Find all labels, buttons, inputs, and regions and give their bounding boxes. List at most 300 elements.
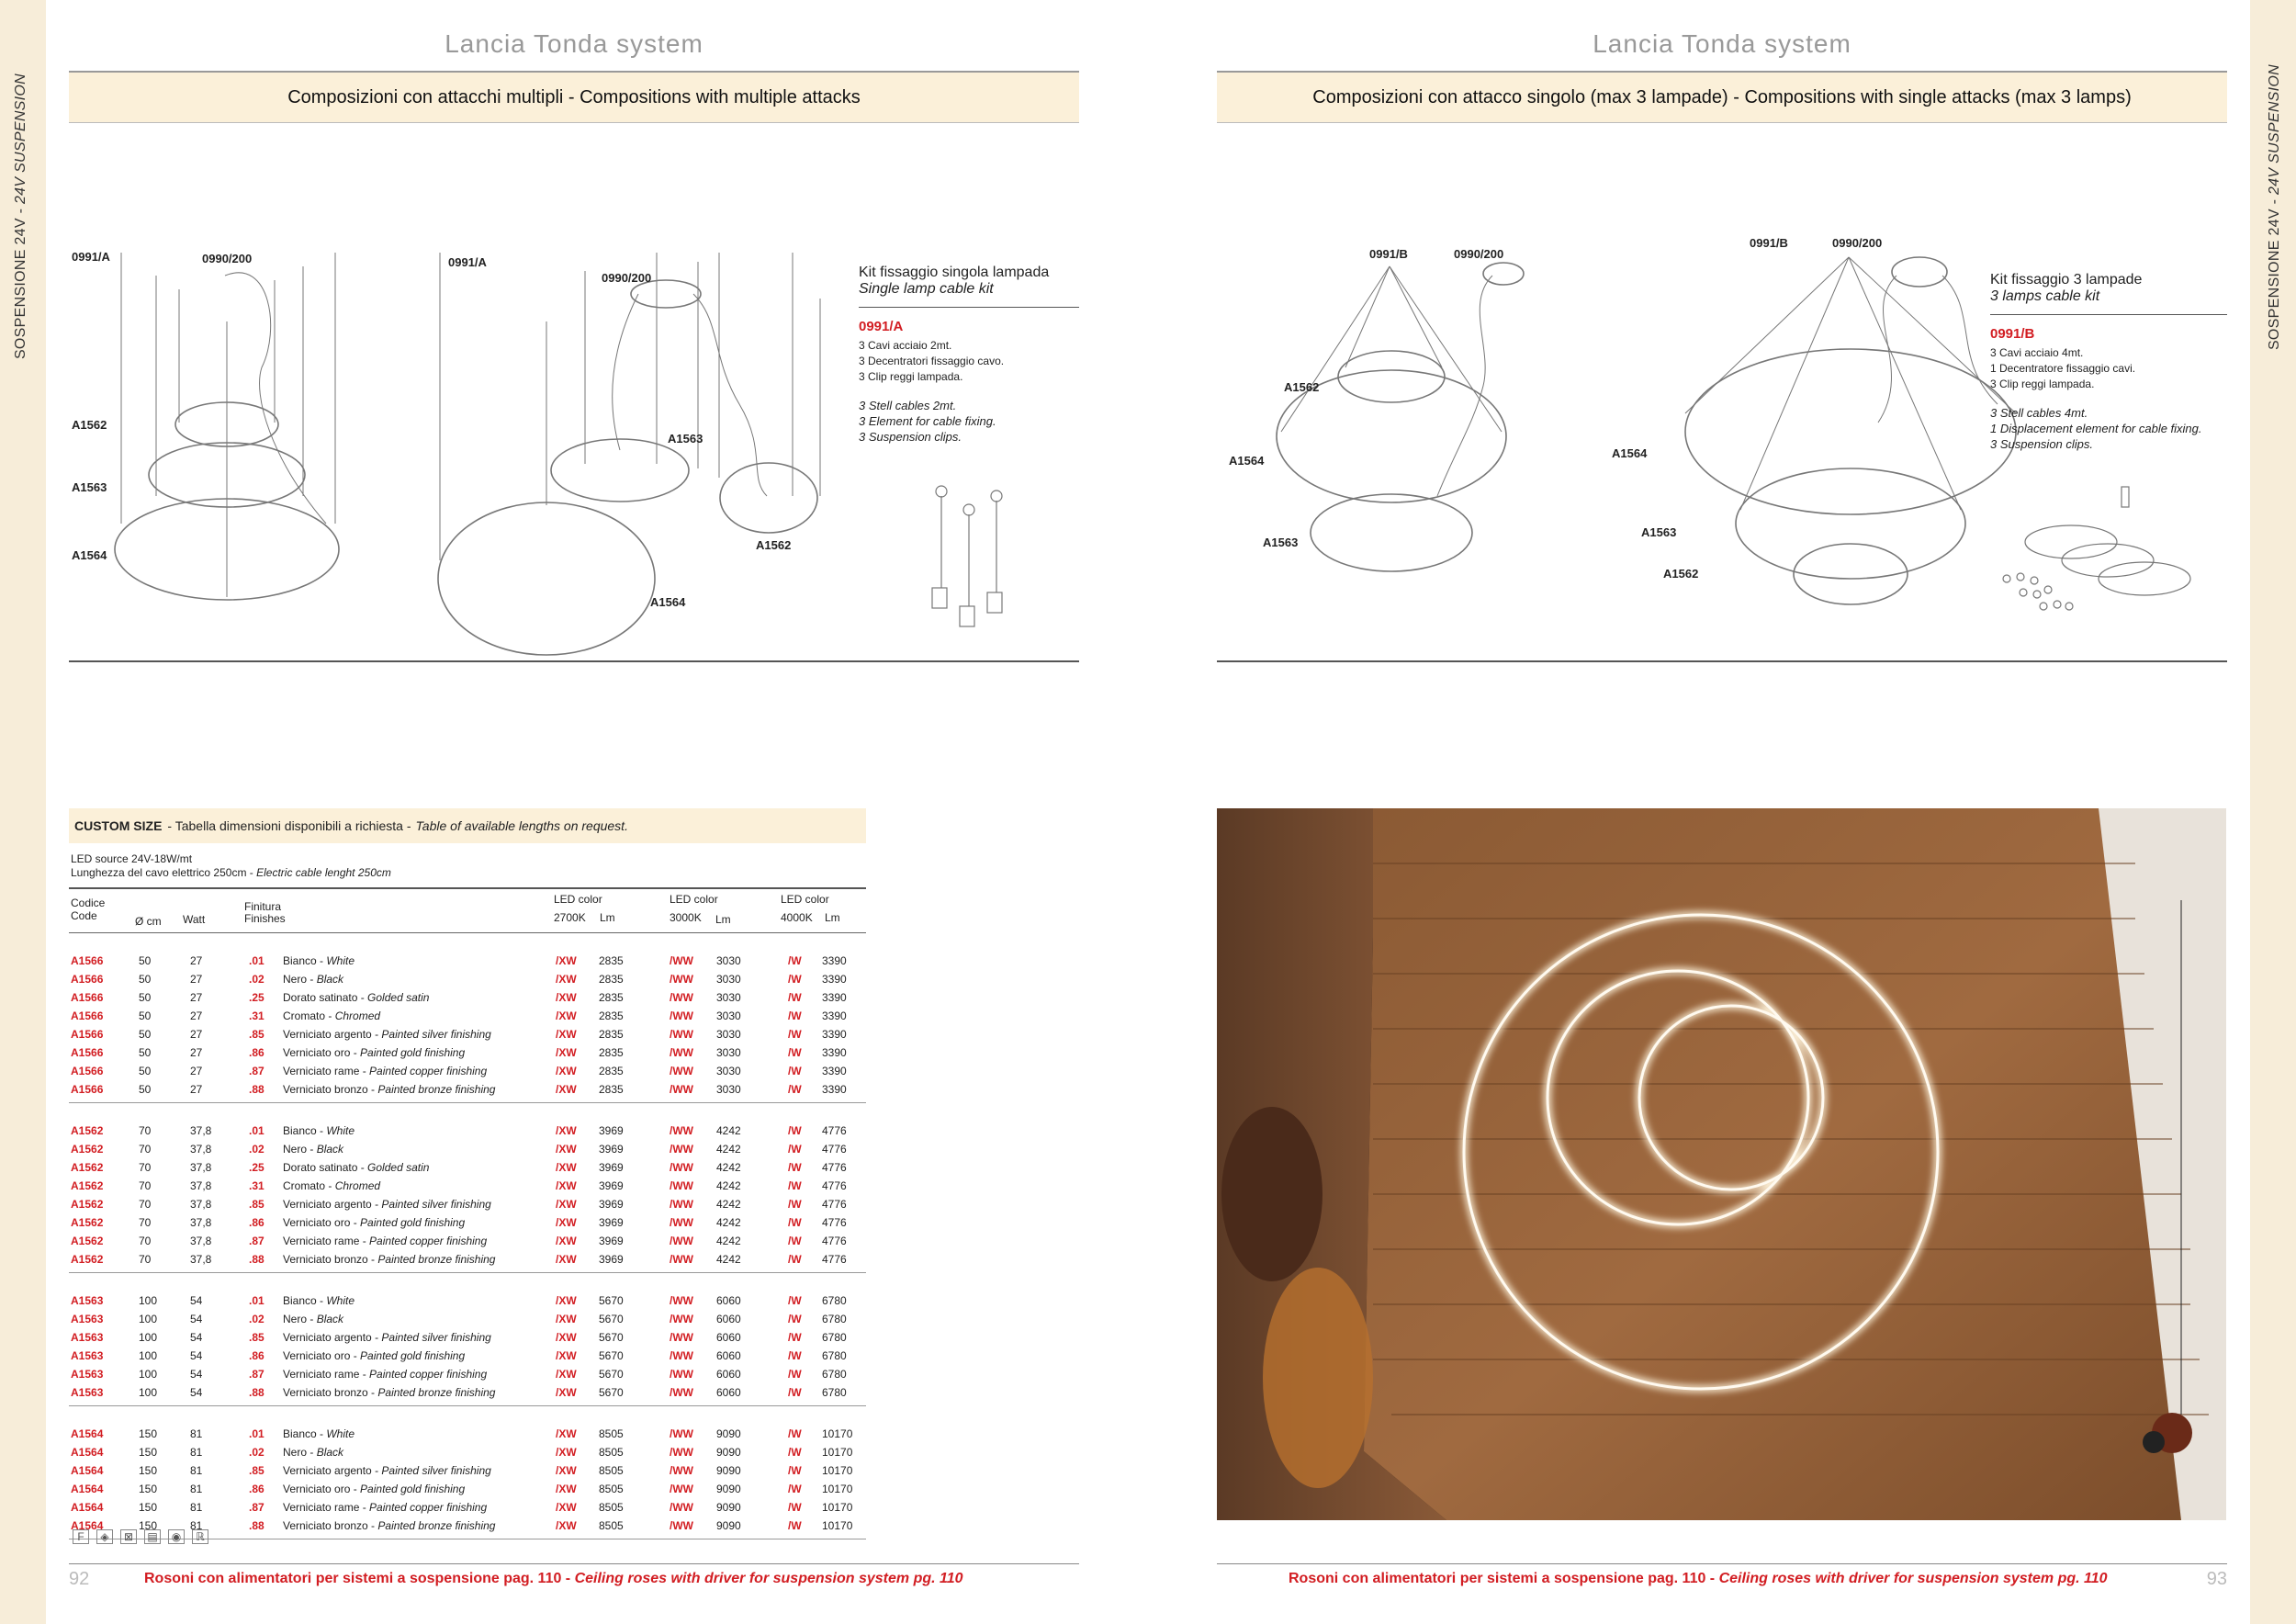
cell-watt: 81 xyxy=(190,1427,203,1440)
th-lm-1: Lm xyxy=(600,911,615,924)
kit-line-en: 3 Element for cable fixing. xyxy=(859,414,996,428)
cell-lm1: 3969 xyxy=(599,1253,624,1266)
table-row xyxy=(69,1310,866,1328)
cell-k3-suffix: /W xyxy=(788,1065,802,1077)
cell-diam: 100 xyxy=(139,1294,158,1307)
cell-k1-suffix: /XW xyxy=(556,1427,577,1440)
finish-en: Painted gold finishing xyxy=(360,1483,466,1495)
kit-0991b xyxy=(1990,272,2227,452)
finish-it: Verniciato argento - xyxy=(283,1198,382,1211)
cell-diam: 100 xyxy=(139,1349,158,1362)
cell-k1-suffix: /XW xyxy=(556,1198,577,1211)
cell-code: A1563 xyxy=(71,1313,104,1325)
cell-k1-suffix: /XW xyxy=(556,1253,577,1266)
cell-k2-suffix: /WW xyxy=(670,1235,693,1247)
cell-diam: 100 xyxy=(139,1313,158,1325)
cell-finish-desc xyxy=(283,1294,355,1307)
cell-lm3: 10170 xyxy=(822,1483,853,1495)
cell-finish-desc xyxy=(283,954,355,967)
cell-k2-suffix: /WW xyxy=(670,991,693,1004)
label-a1562-2: A1562 xyxy=(1663,567,1699,581)
cell-k3-suffix: /W xyxy=(788,1253,802,1266)
cell-watt: 27 xyxy=(190,991,203,1004)
cell-lm3: 10170 xyxy=(822,1519,853,1532)
cell-watt: 37,8 xyxy=(190,1179,212,1192)
label-a1564-1: A1564 xyxy=(1229,454,1265,468)
cell-k3-suffix: /W xyxy=(788,1464,802,1477)
cell-lm1: 2835 xyxy=(599,1009,624,1022)
finish-en: Black xyxy=(316,973,344,986)
cell-watt: 54 xyxy=(190,1368,203,1381)
table-row xyxy=(69,1007,866,1025)
left-sidebar xyxy=(0,0,46,1624)
cell-code: A1564 xyxy=(71,1483,104,1495)
cell-finish-desc xyxy=(283,1083,495,1096)
cell-finish-code: .31 xyxy=(249,1009,264,1022)
cell-k1-suffix: /XW xyxy=(556,991,577,1004)
footnote-en: Ceiling roses with driver for suspension system pg. 110 xyxy=(1718,1571,2108,1586)
kit-line: 3 Cavi acciaio 4mt. xyxy=(1990,346,2084,359)
table-row xyxy=(69,1062,866,1080)
cell-k2-suffix: /WW xyxy=(670,1179,693,1192)
cell-k2-suffix: /WW xyxy=(670,1483,693,1495)
finish-en: Painted silver finishing xyxy=(381,1028,491,1041)
cell-k3-suffix: /W xyxy=(788,1028,802,1041)
cell-k3-suffix: /W xyxy=(788,1501,802,1514)
cell-k1-suffix: /XW xyxy=(556,1009,577,1022)
cell-finish-code: .02 xyxy=(249,1313,264,1325)
cell-lm1: 3969 xyxy=(599,1179,624,1192)
cell-lm2: 6060 xyxy=(716,1386,741,1399)
table-row xyxy=(69,1213,866,1232)
cell-lm3: 4776 xyxy=(822,1253,847,1266)
cell-k3-suffix: /W xyxy=(788,1427,802,1440)
cell-watt: 27 xyxy=(190,1046,203,1059)
finish-it: Dorato satinato - xyxy=(283,991,368,1004)
finish-en: White xyxy=(326,1427,355,1440)
kit-title-en: Single lamp cable kit xyxy=(859,281,1079,308)
table-row xyxy=(69,1177,866,1195)
cell-lm1: 2835 xyxy=(599,1028,624,1041)
cell-code: A1562 xyxy=(71,1124,104,1137)
table-row xyxy=(69,1025,866,1043)
label-0990-2: 0990/200 xyxy=(1832,236,1883,250)
cell-diam: 50 xyxy=(139,1065,152,1077)
cell-lm1: 5670 xyxy=(599,1386,624,1399)
cell-lm3: 4776 xyxy=(822,1198,847,1211)
cell-lm3: 10170 xyxy=(822,1464,853,1477)
cell-finish-desc xyxy=(283,1519,495,1532)
cell-k2-suffix: /WW xyxy=(670,1046,693,1059)
table-row xyxy=(69,1122,866,1140)
cell-lm2: 3030 xyxy=(716,1065,741,1077)
cell-finish-code: .85 xyxy=(249,1028,264,1041)
table-row xyxy=(69,1158,866,1177)
finish-en: Painted silver finishing xyxy=(381,1464,491,1477)
cell-k3-suffix: /W xyxy=(788,1198,802,1211)
cell-diam: 70 xyxy=(139,1216,152,1229)
cell-k2-suffix: /WW xyxy=(670,1009,693,1022)
cell-finish-desc xyxy=(283,1198,491,1211)
cell-k1-suffix: /XW xyxy=(556,1464,577,1477)
footnote-it: Rosoni con alimentatori per sistemi a sospensione pag. 110 - xyxy=(1289,1571,1719,1586)
cell-k3-suffix: /W xyxy=(788,1161,802,1174)
cell-finish-code: .01 xyxy=(249,1427,264,1440)
cell-lm1: 3969 xyxy=(599,1124,624,1137)
cell-k3-suffix: /W xyxy=(788,1083,802,1096)
cell-lm3: 3390 xyxy=(822,954,847,967)
th-lm-2: Lm xyxy=(715,913,731,926)
cell-finish-desc xyxy=(283,1216,465,1229)
finish-en: Painted silver finishing xyxy=(381,1198,491,1211)
finish-en: White xyxy=(326,954,355,967)
cell-k3-suffix: /W xyxy=(788,1519,802,1532)
cell-finish-desc xyxy=(283,1313,343,1325)
cell-lm1: 2835 xyxy=(599,973,624,986)
cell-k3-suffix: /W xyxy=(788,1446,802,1459)
finish-en: White xyxy=(326,1124,355,1137)
page-number: 92 xyxy=(69,1569,90,1589)
kit-0991a xyxy=(859,265,1079,445)
cell-diam: 70 xyxy=(139,1143,152,1156)
cell-lm3: 10170 xyxy=(822,1501,853,1514)
table-row xyxy=(69,1291,866,1310)
cell-k1-suffix: /XW xyxy=(556,1216,577,1229)
system-title: Lancia Tonda system xyxy=(445,29,703,58)
cable-length: Lunghezza del cavo elettrico 250cm - xyxy=(71,866,257,879)
cell-k1-suffix: /XW xyxy=(556,1235,577,1247)
cell-code: A1566 xyxy=(71,1046,104,1059)
cell-k2-suffix: /WW xyxy=(670,1028,693,1041)
finish-en: Chromed xyxy=(334,1179,381,1192)
cell-code: A1563 xyxy=(71,1386,104,1399)
cell-lm1: 5670 xyxy=(599,1368,624,1381)
cell-code: A1566 xyxy=(71,954,104,967)
cell-lm2: 9090 xyxy=(716,1464,741,1477)
cell-diam: 50 xyxy=(139,1009,152,1022)
cell-finish-code: .86 xyxy=(249,1349,264,1362)
cell-lm3: 6780 xyxy=(822,1331,847,1344)
divider xyxy=(1217,660,2227,662)
cell-lm1: 8505 xyxy=(599,1464,624,1477)
cell-finish-desc xyxy=(283,1427,355,1440)
cell-finish-code: .85 xyxy=(249,1464,264,1477)
cell-lm1: 2835 xyxy=(599,1065,624,1077)
finish-it: Dorato satinato - xyxy=(283,1161,368,1174)
cell-diam: 150 xyxy=(139,1446,158,1459)
finish-en: Painted gold finishing xyxy=(360,1046,466,1059)
ip-icon: ▤ xyxy=(144,1529,161,1544)
label-a1562-1: A1562 xyxy=(1284,380,1320,394)
cell-diam: 150 xyxy=(139,1427,158,1440)
cell-finish-code: .02 xyxy=(249,1446,264,1459)
cell-code: A1563 xyxy=(71,1368,104,1381)
cell-k2-suffix: /WW xyxy=(670,973,693,986)
cell-lm2: 3030 xyxy=(716,991,741,1004)
cell-k1-suffix: /XW xyxy=(556,973,577,986)
cell-k2-suffix: /WW xyxy=(670,1446,693,1459)
table-row xyxy=(69,988,866,1007)
cell-lm2: 4242 xyxy=(716,1235,741,1247)
cell-finish-code: .88 xyxy=(249,1083,264,1096)
cell-code: A1566 xyxy=(71,991,104,1004)
cell-code: A1566 xyxy=(71,1028,104,1041)
cell-finish-desc xyxy=(283,1028,491,1041)
cell-lm2: 6060 xyxy=(716,1313,741,1325)
finish-en: Black xyxy=(316,1446,344,1459)
label-a1564-1: A1564 xyxy=(72,548,107,562)
cell-lm3: 3390 xyxy=(822,1009,847,1022)
cell-k3-suffix: /W xyxy=(788,973,802,986)
label-0991a-2: 0991/A xyxy=(448,255,487,269)
cell-k3-suffix: /W xyxy=(788,1313,802,1325)
kit-title: Kit fissaggio 3 lampade xyxy=(1990,272,2143,288)
finish-en: Golded satin xyxy=(367,1161,430,1174)
custom-size-band xyxy=(69,808,866,843)
cell-k3-suffix: /W xyxy=(788,1179,802,1192)
cell-watt: 27 xyxy=(190,1065,203,1077)
label-a1562-1: A1562 xyxy=(72,418,107,432)
cell-lm3: 4776 xyxy=(822,1179,847,1192)
table-row xyxy=(69,1250,866,1269)
led-source-info xyxy=(71,852,391,880)
cell-lm1: 5670 xyxy=(599,1294,624,1307)
cell-lm3: 10170 xyxy=(822,1427,853,1440)
kit-line: 3 Decentratori fissaggio cavo. xyxy=(859,355,1005,367)
cell-watt: 37,8 xyxy=(190,1124,212,1137)
cell-finish-code: .01 xyxy=(249,1294,264,1307)
footnote-it: Rosoni con alimentatori per sistemi a sospensione pag. 110 - xyxy=(144,1571,575,1586)
left-side-label: SOSPENSIONE 24V - 24V SUSPENSION xyxy=(13,73,28,360)
cell-code: A1564 xyxy=(71,1519,104,1532)
cell-k2-suffix: /WW xyxy=(670,1368,693,1381)
cell-watt: 37,8 xyxy=(190,1253,212,1266)
cell-finish-code: .86 xyxy=(249,1216,264,1229)
cell-watt: 27 xyxy=(190,973,203,986)
cell-finish-code: .86 xyxy=(249,1483,264,1495)
cell-diam: 100 xyxy=(139,1368,158,1381)
label-a1563-1: A1563 xyxy=(72,480,107,494)
cell-diam: 70 xyxy=(139,1198,152,1211)
cell-lm1: 5670 xyxy=(599,1349,624,1362)
finish-en: Chromed xyxy=(334,1009,381,1022)
table-row xyxy=(69,1195,866,1213)
table-row xyxy=(69,1480,866,1498)
kit-line-en: 3 Suspension clips. xyxy=(859,430,962,444)
kit-line-en: 3 Stell cables 4mt. xyxy=(1990,406,2088,420)
cell-k3-suffix: /W xyxy=(788,1046,802,1059)
cell-k3-suffix: /W xyxy=(788,1386,802,1399)
page-93 xyxy=(1217,0,2227,1624)
finish-it: Verniciato rame - xyxy=(283,1501,370,1514)
cell-finish-desc xyxy=(283,1161,429,1174)
cell-diam: 70 xyxy=(139,1253,152,1266)
cell-k2-suffix: /WW xyxy=(670,1198,693,1211)
finish-it: Cromato - xyxy=(283,1009,335,1022)
cell-lm1: 8505 xyxy=(599,1519,624,1532)
cell-k1-suffix: /XW xyxy=(556,954,577,967)
cell-code: A1563 xyxy=(71,1294,104,1307)
cell-code: A1562 xyxy=(71,1235,104,1247)
cell-finish-desc xyxy=(283,1386,495,1399)
kit-line: 3 Clip reggi lampada. xyxy=(1990,378,2095,390)
label-0990-1: 0990/200 xyxy=(1454,247,1504,261)
cell-watt: 37,8 xyxy=(190,1216,212,1229)
cell-watt: 54 xyxy=(190,1294,203,1307)
cell-lm3: 4776 xyxy=(822,1216,847,1229)
kit-line-en: 3 Suspension clips. xyxy=(1990,437,2094,451)
cell-lm1: 3969 xyxy=(599,1235,624,1247)
table-group xyxy=(69,1103,866,1273)
table-row xyxy=(69,1425,866,1443)
cell-finish-desc xyxy=(283,1349,465,1362)
table-row xyxy=(69,952,866,970)
cell-lm2: 3030 xyxy=(716,1009,741,1022)
finish-it: Verniciato bronzo - xyxy=(283,1083,378,1096)
no-bin-icon: ⊠ xyxy=(120,1529,137,1544)
section-band: Composizioni con attacco singolo (max 3 lampade) - Compositions with single attacks (max 3 lamps) xyxy=(1217,71,2227,123)
label-0991b-1: 0991/B xyxy=(1369,247,1408,261)
cell-watt: 27 xyxy=(190,954,203,967)
cell-finish-desc xyxy=(283,1331,491,1344)
cell-k1-suffix: /XW xyxy=(556,1046,577,1059)
th-lm-3: Lm xyxy=(825,911,840,924)
cell-k2-suffix: /WW xyxy=(670,1143,693,1156)
finish-it: Verniciato oro - xyxy=(283,1046,361,1059)
dimmer-icon: ℝ xyxy=(192,1529,208,1544)
cell-watt: 37,8 xyxy=(190,1235,212,1247)
cell-code: A1562 xyxy=(71,1161,104,1174)
cell-lm1: 2835 xyxy=(599,991,624,1004)
table-row xyxy=(69,1383,866,1402)
cell-lm1: 2835 xyxy=(599,1046,624,1059)
cell-code: A1562 xyxy=(71,1253,104,1266)
cell-watt: 37,8 xyxy=(190,1198,212,1211)
cell-finish-desc xyxy=(283,991,429,1004)
divider xyxy=(69,660,1079,662)
kit-line: 3 Cavi acciaio 2mt. xyxy=(859,339,952,352)
finish-it: Bianco - xyxy=(283,954,327,967)
table-row xyxy=(69,1043,866,1062)
cell-finish-desc xyxy=(283,1368,487,1381)
cell-lm3: 6780 xyxy=(822,1294,847,1307)
cell-watt: 81 xyxy=(190,1501,203,1514)
cell-k1-suffix: /XW xyxy=(556,1446,577,1459)
led-icon: ◉ xyxy=(168,1529,185,1544)
cell-watt: 54 xyxy=(190,1349,203,1362)
cell-finish-code: .02 xyxy=(249,973,264,986)
label-a1563-2: A1563 xyxy=(1641,525,1677,539)
cell-k3-suffix: /W xyxy=(788,1483,802,1495)
th-led-1: LED color xyxy=(554,893,602,906)
led-source: LED source 24V-18W/mt xyxy=(71,852,193,865)
cell-finish-desc xyxy=(283,1179,380,1192)
th-finitura: Finitura xyxy=(244,900,282,913)
cell-lm2: 4242 xyxy=(716,1143,741,1156)
cell-lm2: 6060 xyxy=(716,1349,741,1362)
cell-diam: 50 xyxy=(139,1083,152,1096)
kit-line: 1 Decentratore fissaggio cavi. xyxy=(1990,362,2136,375)
finish-en: Painted copper finishing xyxy=(369,1065,488,1077)
certification-icons xyxy=(73,1529,208,1544)
finish-en: Painted copper finishing xyxy=(369,1501,488,1514)
cell-lm1: 5670 xyxy=(599,1331,624,1344)
finish-it: Bianco - xyxy=(283,1427,327,1440)
cell-code: A1566 xyxy=(71,1083,104,1096)
cell-k2-suffix: /WW xyxy=(670,1349,693,1362)
cell-lm2: 3030 xyxy=(716,954,741,967)
cell-k1-suffix: /XW xyxy=(556,1501,577,1514)
cell-diam: 150 xyxy=(139,1464,158,1477)
cell-diam: 100 xyxy=(139,1386,158,1399)
cell-finish-desc xyxy=(283,1483,465,1495)
table-row xyxy=(69,970,866,988)
cell-k2-suffix: /WW xyxy=(670,1386,693,1399)
label-a1563-1: A1563 xyxy=(1263,536,1299,549)
table-row xyxy=(69,1080,866,1099)
cell-watt: 27 xyxy=(190,1009,203,1022)
cell-lm3: 6780 xyxy=(822,1386,847,1399)
kit-code: 0991/B xyxy=(1990,326,2035,342)
cell-diam: 150 xyxy=(139,1501,158,1514)
cell-lm1: 8505 xyxy=(599,1427,624,1440)
cell-lm2: 3030 xyxy=(716,973,741,986)
finish-it: Cromato - xyxy=(283,1179,335,1192)
cell-finish-desc xyxy=(283,973,343,986)
cable-length-en: Electric cable lenght 250cm xyxy=(256,866,391,879)
finish-en: Painted bronze finishing xyxy=(377,1253,496,1266)
finish-en: Painted bronze finishing xyxy=(377,1083,496,1096)
cell-code: A1564 xyxy=(71,1446,104,1459)
cell-code: A1564 xyxy=(71,1464,104,1477)
finish-en: Painted copper finishing xyxy=(369,1368,488,1381)
cell-lm2: 6060 xyxy=(716,1331,741,1344)
finish-it: Verniciato argento - xyxy=(283,1028,382,1041)
cell-watt: 54 xyxy=(190,1313,203,1325)
cell-k3-suffix: /W xyxy=(788,1294,802,1307)
cell-lm2: 4242 xyxy=(716,1179,741,1192)
cell-k2-suffix: /WW xyxy=(670,1161,693,1174)
cell-finish-code: .25 xyxy=(249,991,264,1004)
cell-k1-suffix: /XW xyxy=(556,1294,577,1307)
label-0991b-2: 0991/B xyxy=(1750,236,1788,250)
cell-diam: 50 xyxy=(139,973,152,986)
cell-diam: 100 xyxy=(139,1331,158,1344)
cell-lm1: 3969 xyxy=(599,1143,624,1156)
cell-lm2: 9090 xyxy=(716,1501,741,1514)
table-row xyxy=(69,1443,866,1461)
finish-it: Verniciato oro - xyxy=(283,1216,361,1229)
cell-lm2: 4242 xyxy=(716,1198,741,1211)
cell-lm3: 10170 xyxy=(822,1446,853,1459)
label-0991a-1: 0991/A xyxy=(72,250,110,264)
finish-it: Nero - xyxy=(283,1313,317,1325)
finish-it: Bianco - xyxy=(283,1124,327,1137)
cell-lm1: 5670 xyxy=(599,1313,624,1325)
cell-k3-suffix: /W xyxy=(788,1143,802,1156)
cell-watt: 81 xyxy=(190,1519,203,1532)
th-codice: Codice xyxy=(71,897,106,909)
cell-k1-suffix: /XW xyxy=(556,1065,577,1077)
cell-lm3: 6780 xyxy=(822,1349,847,1362)
finish-it: Verniciato rame - xyxy=(283,1368,370,1381)
cell-k2-suffix: /WW xyxy=(670,954,693,967)
finish-it: Verniciato bronzo - xyxy=(283,1519,378,1532)
cell-finish-code: .01 xyxy=(249,954,264,967)
label-a1563-2: A1563 xyxy=(668,432,703,445)
cell-diam: 150 xyxy=(139,1519,158,1532)
finish-it: Verniciato argento - xyxy=(283,1464,382,1477)
